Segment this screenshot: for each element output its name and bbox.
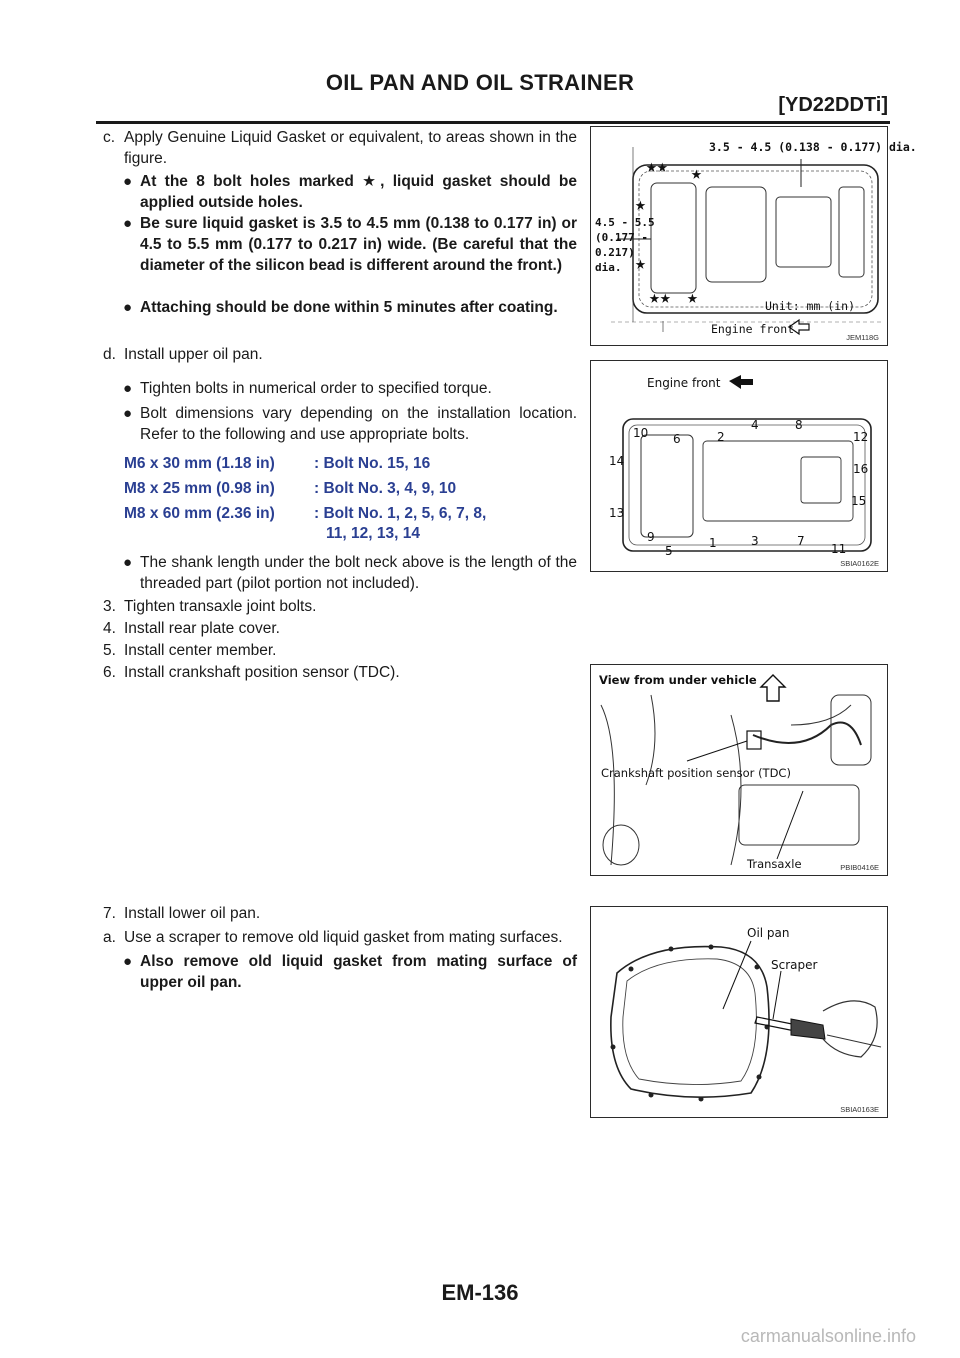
bullet-icon: ● [123, 173, 133, 190]
svg-text:8: 8 [795, 418, 803, 432]
page-number: EM-136 [441, 1280, 519, 1305]
figure-code: SBIA0163E [840, 1105, 879, 1114]
svg-text:Engine front: Engine front [711, 322, 795, 336]
svg-text:★: ★ [635, 194, 646, 215]
bullet-icon: ● [123, 554, 133, 571]
svg-text:1: 1 [709, 536, 717, 550]
engine-front-arrow-icon [729, 375, 753, 389]
page-title: OIL PAN AND OIL STRAINER [325, 70, 635, 95]
figure-crankshaft-sensor [590, 664, 888, 876]
step-7-number: 7. [103, 905, 116, 922]
figure-code: PBIB0416E [840, 863, 879, 872]
svg-text:13: 13 [609, 506, 625, 520]
figure-scraper [590, 906, 888, 1118]
engine-model: [YD22DDTi] [778, 94, 888, 116]
svg-text:★★: ★★ [649, 287, 671, 308]
step-marker-d: d. [103, 346, 116, 363]
svg-text:14: 14 [609, 454, 625, 468]
step-c-bullet-3: Attaching should be done within 5 minutes after coating. [140, 299, 558, 316]
crankshaft-sensor-drawing [591, 665, 887, 875]
step-c-text: Apply Genuine Liquid Gasket or equivalent, to areas shown in the figure. [124, 129, 577, 167]
svg-text:★: ★ [635, 253, 646, 274]
svg-text:6: 6 [673, 432, 681, 446]
svg-text:Scraper: Scraper [771, 958, 818, 972]
svg-text:Unit: mm (in): Unit: mm (in) [765, 299, 856, 313]
header-rule [96, 121, 890, 124]
oil-pan-gasket-drawing [591, 127, 917, 345]
svg-text:0.217): 0.217) [595, 246, 635, 259]
svg-text:4.5 - 5.5: 4.5 - 5.5 [595, 216, 655, 229]
bullet-icon: ● [123, 380, 133, 397]
svg-text:12: 12 [853, 430, 869, 444]
up-arrow-icon [761, 675, 785, 701]
step-d-text: Install upper oil pan. [124, 346, 263, 363]
step-c-bullet-2: Be sure liquid gasket is 3.5 to 4.5 mm (0.138 to 0.177 in) or 4.5 to 5.5 mm (0.177 to 0.217 in) wide. (Be careful that the diameter of the silicon bead is different around the front.) [140, 215, 577, 274]
figure-code: SBIA0162E [840, 559, 879, 568]
svg-text:Oil pan: Oil pan [747, 926, 790, 940]
scraper-drawing [591, 907, 887, 1117]
step-marker-a: a. [103, 929, 116, 946]
svg-text:Engine front: Engine front [647, 376, 721, 390]
step-6-text: Install crankshaft position sensor (TDC). [124, 664, 400, 681]
step-a-text: Use a scraper to remove old liquid gasket from mating surfaces. [124, 929, 563, 946]
svg-text:2: 2 [717, 430, 725, 444]
svg-text:View from under vehicle: View from under vehicle [599, 673, 757, 687]
step-d-bullet-2: Bolt dimensions vary depending on the installation location. Refer to the following and use appropriate bolts. [140, 405, 577, 443]
svg-text:★: ★ [691, 163, 702, 184]
svg-text:★: ★ [687, 287, 698, 308]
bolt-order-drawing [591, 361, 887, 571]
figure-gasket-application [590, 126, 917, 346]
step-d-bullet-3: The shank length under the bolt neck above is the length of the threaded part (pilot portion not included). [140, 554, 577, 592]
bullet-icon: ● [123, 299, 133, 316]
step-4-text: Install rear plate cover. [124, 620, 280, 637]
svg-text:Crankshaft position sensor (TD: Crankshaft position sensor (TDC) [601, 766, 791, 780]
step-a-bullet-1: Also remove old liquid gasket from mating surface of upper oil pan. [140, 953, 577, 991]
svg-text:3: 3 [751, 534, 759, 548]
bolt-size-1: M6 x 30 mm (1.18 in) [124, 455, 275, 472]
step-d-bullet-1: Tighten bolts in numerical order to specified torque. [140, 380, 492, 397]
bullet-icon: ● [123, 215, 133, 232]
bolt-size-2: M8 x 25 mm (0.98 in) [124, 480, 275, 497]
svg-text:Transaxle: Transaxle [747, 857, 802, 871]
step-6-number: 6. [103, 664, 116, 681]
svg-text:★★: ★★ [646, 156, 668, 177]
bolt-numbers-1: : Bolt No. 15, 16 [314, 455, 431, 472]
step-marker-c: c. [103, 129, 116, 146]
svg-text:16: 16 [853, 462, 869, 476]
svg-text:5: 5 [665, 544, 673, 558]
bullet-icon: ● [123, 953, 133, 970]
svg-text:7: 7 [797, 534, 805, 548]
svg-text:3.5 - 4.5 (0.138 - 0.177) dia.: 3.5 - 4.5 (0.138 - 0.177) dia. [709, 140, 917, 154]
bolt-numbers-3-cont: 11, 12, 13, 14 [326, 525, 420, 542]
bolt-numbers-3: : Bolt No. 1, 2, 5, 6, 7, 8, [314, 505, 487, 522]
step-5-number: 5. [103, 642, 116, 659]
svg-text:4: 4 [751, 418, 759, 432]
svg-text:10: 10 [633, 426, 649, 440]
svg-text:9: 9 [647, 530, 655, 544]
step-5-text: Install center member. [124, 642, 277, 659]
figure-bolt-order [590, 360, 888, 572]
svg-text:dia.: dia. [595, 261, 622, 274]
step-3-text: Tighten transaxle joint bolts. [124, 598, 317, 615]
figure-code: JEM118G [846, 333, 879, 342]
step-4-number: 4. [103, 620, 116, 637]
step-7-text: Install lower oil pan. [124, 905, 261, 922]
svg-text:11: 11 [831, 542, 847, 556]
svg-text:(0.177 -: (0.177 - [595, 231, 648, 244]
step-c-bullet-1: At the 8 bolt holes marked ★, liquid gasket should be applied outside holes. [140, 173, 577, 211]
bolt-size-3: M8 x 60 mm (2.36 in) [124, 505, 275, 522]
svg-text:15: 15 [851, 494, 867, 508]
bullet-icon: ● [123, 405, 133, 422]
watermark: carmanualsonline.info [740, 1326, 916, 1346]
step-3-number: 3. [103, 598, 116, 615]
bolt-numbers-2: : Bolt No. 3, 4, 9, 10 [314, 480, 457, 497]
